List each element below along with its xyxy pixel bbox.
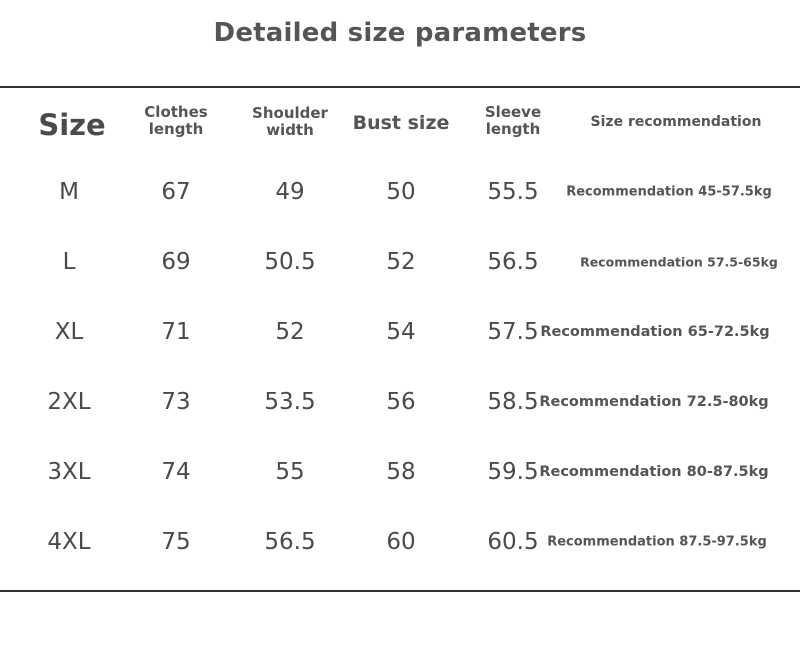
cell-recommendation: Recommendation 57.5-65kg bbox=[580, 254, 778, 270]
cell-clothes-length: 75 bbox=[161, 529, 191, 555]
header-shoulder-width bbox=[252, 105, 328, 139]
header-clothes-length bbox=[144, 104, 207, 138]
header-sleeve-length bbox=[485, 104, 541, 138]
cell-size: L bbox=[62, 249, 76, 275]
cell-shoulder-width: 56.5 bbox=[264, 529, 316, 555]
table-bottom-rule bbox=[0, 590, 800, 592]
cell-recommendation: Recommendation 72.5-80kg bbox=[539, 394, 769, 410]
page-title: Detailed size parameters bbox=[213, 18, 587, 48]
cell-shoulder-width: 53.5 bbox=[264, 389, 316, 415]
header-bust-size: Bust size bbox=[352, 112, 450, 134]
cell-bust-size: 58 bbox=[386, 459, 416, 485]
cell-sleeve-length: 56.5 bbox=[487, 249, 539, 275]
cell-recommendation: Recommendation 87.5-97.5kg bbox=[547, 534, 767, 550]
cell-size: M bbox=[59, 179, 79, 205]
cell-bust-size: 52 bbox=[386, 249, 416, 275]
cell-sleeve-length: 60.5 bbox=[487, 529, 539, 555]
header-shoulder-width-line2: width bbox=[266, 121, 314, 139]
cell-recommendation: Recommendation 45-57.5kg bbox=[566, 184, 772, 200]
cell-bust-size: 54 bbox=[386, 319, 416, 345]
cell-clothes-length: 71 bbox=[161, 319, 191, 345]
cell-size: XL bbox=[54, 319, 84, 345]
header-shoulder-width-line1: Shoulder bbox=[252, 104, 328, 122]
cell-sleeve-length: 58.5 bbox=[487, 389, 539, 415]
cell-size: 4XL bbox=[47, 529, 91, 555]
cell-shoulder-width: 55 bbox=[275, 459, 305, 485]
table-top-rule bbox=[0, 86, 800, 88]
cell-bust-size: 50 bbox=[386, 179, 416, 205]
header-size: Size bbox=[38, 108, 106, 142]
cell-shoulder-width: 49 bbox=[275, 179, 305, 205]
cell-clothes-length: 74 bbox=[161, 459, 191, 485]
cell-clothes-length: 69 bbox=[161, 249, 191, 275]
cell-shoulder-width: 52 bbox=[275, 319, 305, 345]
cell-size: 3XL bbox=[47, 459, 91, 485]
header-clothes-length-line2: length bbox=[148, 120, 204, 138]
cell-size: 2XL bbox=[47, 389, 91, 415]
cell-recommendation: Recommendation 65-72.5kg bbox=[540, 324, 770, 340]
header-size-recommendation: Size recommendation bbox=[590, 114, 762, 130]
header-sleeve-length-line2: length bbox=[485, 120, 541, 138]
cell-bust-size: 56 bbox=[386, 389, 416, 415]
cell-clothes-length: 67 bbox=[161, 179, 191, 205]
cell-sleeve-length: 57.5 bbox=[487, 319, 539, 345]
cell-sleeve-length: 59.5 bbox=[487, 459, 539, 485]
cell-clothes-length: 73 bbox=[161, 389, 191, 415]
cell-bust-size: 60 bbox=[386, 529, 416, 555]
cell-recommendation: Recommendation 80-87.5kg bbox=[539, 464, 769, 480]
cell-shoulder-width: 50.5 bbox=[264, 249, 316, 275]
cell-sleeve-length: 55.5 bbox=[487, 179, 539, 205]
header-sleeve-length-line1: Sleeve bbox=[484, 103, 542, 121]
header-clothes-length-line1: Clothes bbox=[144, 103, 208, 121]
